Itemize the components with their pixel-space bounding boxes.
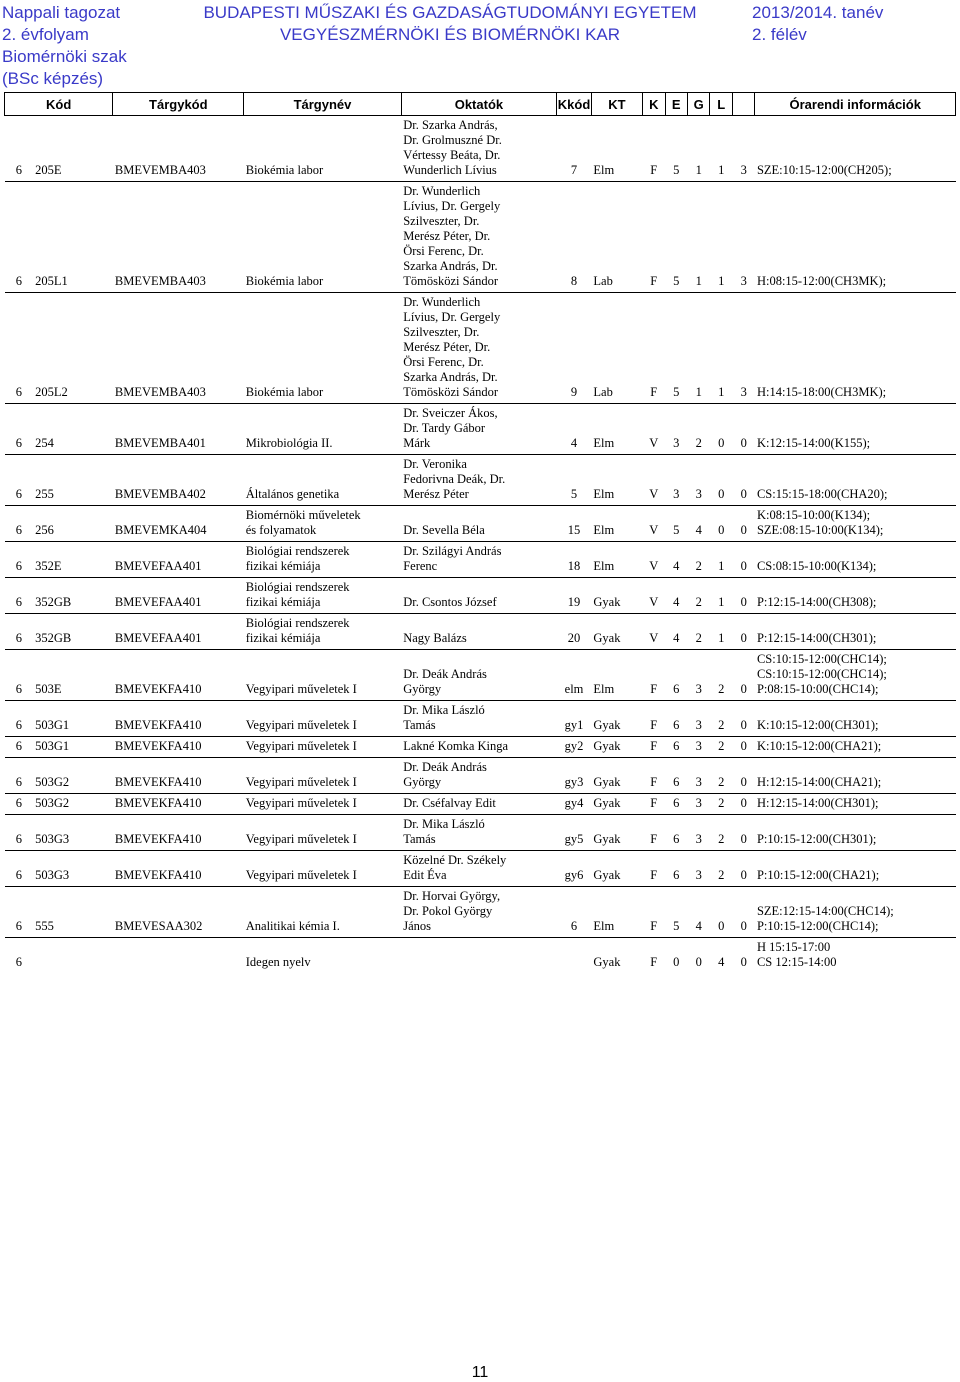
cell-nev: Vegyipari műveletek I bbox=[244, 794, 401, 815]
cell-kkod: gy1 bbox=[557, 701, 592, 737]
cell-e: 6 bbox=[665, 794, 687, 815]
cell-targykod: BMEVEMBA403 bbox=[113, 293, 244, 404]
cell-targykod: BMEVEFAA401 bbox=[113, 578, 244, 614]
cell-oktatok: Dr. Veronika Fedorivna Deák, Dr. Merész Péter bbox=[401, 455, 556, 506]
cell-k: F bbox=[643, 758, 665, 794]
table-row bbox=[5, 701, 956, 737]
cell-oktatok: Nagy Balázs bbox=[401, 614, 556, 650]
col-header: Kkód bbox=[557, 93, 592, 116]
cell-nev: Vegyipari műveletek I bbox=[244, 737, 401, 758]
col-header: Kód bbox=[5, 93, 113, 116]
cell-oktatok: Dr. Csontos József bbox=[401, 578, 556, 614]
header-left bbox=[2, 2, 127, 90]
cell-k: F bbox=[643, 851, 665, 887]
cell-kt: Gyak bbox=[593, 955, 621, 969]
cell-kt: Gyak bbox=[591, 758, 642, 794]
cell-e: 5 bbox=[665, 506, 687, 542]
cell-k: F bbox=[643, 293, 665, 404]
cell-oktatok: Dr. Sevella Béla bbox=[401, 506, 556, 542]
cell-kod: 6 bbox=[5, 455, 34, 506]
cell-info: CS:10:15-12:00(CHC14); CS:10:15-12:00(CHC14); P:08:15-10:00(CHC14); bbox=[755, 650, 956, 701]
cell-k: F bbox=[643, 737, 665, 758]
cell-kkod: 9 bbox=[557, 293, 592, 404]
cell-targykod bbox=[113, 938, 244, 974]
cell-k: F bbox=[650, 955, 658, 969]
cell-l2: 0 bbox=[732, 737, 754, 758]
cell-kkod: elm bbox=[557, 650, 592, 701]
header-line: (BSc képzés) bbox=[2, 69, 104, 88]
cell-k: F bbox=[643, 116, 665, 182]
cell-kt: Gyak bbox=[591, 815, 642, 851]
cell-k: F bbox=[643, 794, 665, 815]
university-name: BUDAPESTI MŰSZAKI ÉS GAZDASÁGTUDOMÁNYI EGYETEM bbox=[203, 3, 697, 22]
col-header: Tárgynév bbox=[244, 93, 401, 116]
cell-nev: Vegyipari műveletek I bbox=[244, 758, 401, 794]
cell-kod: 6 bbox=[5, 404, 34, 455]
cell-targykod: BMEVEFAA401 bbox=[113, 542, 244, 578]
cell-l2: 0 bbox=[732, 578, 754, 614]
cell-g: 3 bbox=[688, 758, 710, 794]
cell-info: K:10:15-12:00(CHA21); bbox=[755, 737, 956, 758]
cell-g: 0 bbox=[695, 955, 702, 969]
cell-kkod: 7 bbox=[557, 116, 592, 182]
semester: 2. félév bbox=[752, 25, 807, 44]
cell-kod: 6 bbox=[5, 614, 34, 650]
col-header: G bbox=[688, 93, 710, 116]
cell-g: 4 bbox=[688, 887, 710, 938]
cell-info: P:10:15-12:00(CH301); bbox=[755, 815, 956, 851]
cell-nev: Idegen nyelv bbox=[245, 955, 311, 969]
cell-kkod-left: 555 bbox=[33, 887, 113, 938]
cell-g: 4 bbox=[688, 506, 710, 542]
cell-kod: 6 bbox=[5, 815, 34, 851]
cell-nev: Vegyipari műveletek I bbox=[244, 851, 401, 887]
cell-kkod: 15 bbox=[557, 506, 592, 542]
table-row bbox=[5, 887, 956, 938]
cell-k: F bbox=[643, 701, 665, 737]
cell-g: 3 bbox=[688, 701, 710, 737]
cell-kt: Elm bbox=[591, 404, 642, 455]
cell-l2: 0 bbox=[740, 955, 747, 969]
cell-info: CS:15:15-18:00(CHA20); bbox=[755, 455, 956, 506]
cell-targykod: BMEVEMBA403 bbox=[113, 182, 244, 293]
cell-targykod: BMEVEMBA403 bbox=[113, 116, 244, 182]
cell-nev: Biológiai rendszerek fizikai kémiája bbox=[244, 614, 401, 650]
header-university bbox=[190, 2, 710, 46]
cell-oktatok: Dr. Wunderlich Lívius, Dr. Gergely Szilveszter, Dr. Merész Péter, Dr. Örsi Ferenc, Dr. Szarka András, Dr. Tömösközi Sándor bbox=[401, 293, 556, 404]
cell-nev: Biológiai rendszerek fizikai kémiája bbox=[244, 578, 401, 614]
cell-oktatok: Dr. Horvai György, Dr. Pokol György János bbox=[401, 887, 556, 938]
cell-l2: 0 bbox=[732, 794, 754, 815]
cell-e: 0 bbox=[673, 955, 680, 969]
table-row bbox=[5, 815, 956, 851]
cell-info: H:08:15-12:00(CH3MK); bbox=[755, 182, 956, 293]
cell-nev: Biológiai rendszerek fizikai kémiája bbox=[244, 542, 401, 578]
cell-kt: Gyak bbox=[591, 737, 642, 758]
cell-kt: Lab bbox=[591, 293, 642, 404]
cell-l: 1 bbox=[710, 578, 732, 614]
col-header: Órarendi információk bbox=[755, 93, 956, 116]
cell-kkod: 20 bbox=[557, 614, 592, 650]
cell-kt: Lab bbox=[591, 182, 642, 293]
table-row bbox=[5, 614, 956, 650]
cell-kt: Elm bbox=[591, 455, 642, 506]
cell-e: 4 bbox=[665, 578, 687, 614]
cell-e: 6 bbox=[665, 737, 687, 758]
cell-info: SZE:10:15-12:00(CH205); bbox=[755, 116, 956, 182]
cell-info: K:10:15-12:00(CH301); bbox=[755, 701, 956, 737]
cell-oktatok bbox=[401, 938, 556, 974]
cell-kod: 6 bbox=[5, 701, 34, 737]
cell-l: 2 bbox=[710, 701, 732, 737]
cell-oktatok: Dr. Mika László Tamás bbox=[401, 701, 556, 737]
cell-k: V bbox=[643, 506, 665, 542]
cell-g: 3 bbox=[688, 455, 710, 506]
cell-kt: Elm bbox=[591, 887, 642, 938]
cell-g: 3 bbox=[688, 851, 710, 887]
cell-g: 3 bbox=[688, 650, 710, 701]
cell-l2: 0 bbox=[732, 542, 754, 578]
cell-l: 1 bbox=[710, 293, 732, 404]
col-header bbox=[732, 93, 754, 116]
cell-e: 6 bbox=[665, 758, 687, 794]
cell-k: V bbox=[643, 455, 665, 506]
cell-kkod-left: 503G1 bbox=[33, 701, 113, 737]
cell-info: H:12:15-14:00(CHA21); bbox=[755, 758, 956, 794]
cell-kkod-left: 255 bbox=[33, 455, 113, 506]
cell-g: 2 bbox=[688, 404, 710, 455]
cell-kkod: gy3 bbox=[557, 758, 592, 794]
cell-l: 1 bbox=[710, 614, 732, 650]
cell-targykod: BMEVEMBA401 bbox=[113, 404, 244, 455]
cell-l: 0 bbox=[710, 455, 732, 506]
cell-e: 3 bbox=[665, 404, 687, 455]
cell-oktatok: Dr. Szilágyi András Ferenc bbox=[401, 542, 556, 578]
table-row bbox=[5, 455, 956, 506]
cell-kkod-left: 254 bbox=[33, 404, 113, 455]
cell-kkod-left: 503G3 bbox=[33, 851, 113, 887]
cell-targykod: BMEVEKFA410 bbox=[113, 737, 244, 758]
cell-kkod: gy2 bbox=[557, 737, 592, 758]
cell-kt: Elm bbox=[591, 542, 642, 578]
table-row bbox=[5, 758, 956, 794]
table-row bbox=[5, 578, 956, 614]
cell-kod: 6 bbox=[5, 506, 34, 542]
cell-l: 2 bbox=[710, 851, 732, 887]
cell-kkod: gy5 bbox=[557, 815, 592, 851]
cell-l2: 0 bbox=[732, 404, 754, 455]
cell-kkod: gy6 bbox=[557, 851, 592, 887]
table-row bbox=[5, 506, 956, 542]
cell-e: 5 bbox=[665, 293, 687, 404]
cell-l: 2 bbox=[710, 815, 732, 851]
cell-l: 0 bbox=[710, 887, 732, 938]
table-row bbox=[5, 293, 956, 404]
cell-kkod: 18 bbox=[557, 542, 592, 578]
cell-targykod: BMEVEFAA401 bbox=[113, 614, 244, 650]
cell-kkod-left: 352GB bbox=[33, 578, 113, 614]
cell-oktatok: Dr. Cséfalvay Edit bbox=[401, 794, 556, 815]
cell-kkod: 5 bbox=[557, 455, 592, 506]
cell-k: F bbox=[643, 815, 665, 851]
cell-info: CS:08:15-10:00(K134); bbox=[755, 542, 956, 578]
cell-kod: 6 bbox=[5, 650, 34, 701]
cell-nev: Általános genetika bbox=[244, 455, 401, 506]
cell-l2: 0 bbox=[732, 506, 754, 542]
cell-k: V bbox=[643, 542, 665, 578]
cell-kt: Gyak bbox=[591, 614, 642, 650]
cell-kod: 6 bbox=[15, 955, 22, 969]
col-header: Oktatók bbox=[401, 93, 556, 116]
cell-oktatok: Dr. Szarka András, Dr. Grolmuszné Dr. Vértessy Beáta, Dr. Wunderlich Lívius bbox=[401, 116, 556, 182]
header-line: 2. évfolyam bbox=[2, 25, 89, 44]
cell-kod: 6 bbox=[5, 758, 34, 794]
cell-l2: 0 bbox=[732, 455, 754, 506]
cell-g: 2 bbox=[688, 542, 710, 578]
cell-kkod-left: 205L1 bbox=[33, 182, 113, 293]
cell-info: P:12:15-14:00(CH301); bbox=[755, 614, 956, 650]
cell-l2: 3 bbox=[732, 182, 754, 293]
cell-kkod: 6 bbox=[557, 887, 592, 938]
cell-l: 1 bbox=[710, 182, 732, 293]
cell-l: 2 bbox=[710, 650, 732, 701]
cell-nev: Biokémia labor bbox=[244, 182, 401, 293]
col-header: Tárgykód bbox=[113, 93, 244, 116]
cell-kt: Gyak bbox=[591, 578, 642, 614]
cell-kt: Gyak bbox=[591, 701, 642, 737]
cell-nev: Biokémia labor bbox=[244, 293, 401, 404]
cell-kod: 6 bbox=[5, 116, 34, 182]
table-row bbox=[5, 938, 956, 974]
cell-nev: Analitikai kémia I. bbox=[244, 887, 401, 938]
cell-targykod: BMEVEKFA410 bbox=[113, 794, 244, 815]
cell-l2: 0 bbox=[732, 614, 754, 650]
table-row bbox=[5, 851, 956, 887]
cell-kkod-left: 352GB bbox=[33, 614, 113, 650]
cell-kkod: gy4 bbox=[557, 794, 592, 815]
cell-nev: Biomérnöki műveletek és folyamatok bbox=[244, 506, 401, 542]
table-row bbox=[5, 404, 956, 455]
cell-kt: Gyak bbox=[591, 851, 642, 887]
cell-k: V bbox=[643, 578, 665, 614]
table-row bbox=[5, 794, 956, 815]
col-header: KT bbox=[591, 93, 642, 116]
table-row bbox=[5, 650, 956, 701]
cell-nev: Vegyipari műveletek I bbox=[244, 815, 401, 851]
cell-e: 6 bbox=[665, 701, 687, 737]
cell-nev: Biokémia labor bbox=[244, 116, 401, 182]
cell-k: F bbox=[643, 887, 665, 938]
cell-kt: Elm bbox=[591, 650, 642, 701]
cell-k: F bbox=[643, 650, 665, 701]
cell-targykod: BMEVEKFA410 bbox=[113, 701, 244, 737]
cell-kkod-left: 352E bbox=[33, 542, 113, 578]
cell-e: 5 bbox=[665, 887, 687, 938]
cell-nev: Vegyipari műveletek I bbox=[244, 650, 401, 701]
cell-l2: 3 bbox=[732, 293, 754, 404]
cell-kkod-left: 205L2 bbox=[33, 293, 113, 404]
faculty-name: VEGYÉSZMÉRNÖKI ÉS BIOMÉRNÖKI KAR bbox=[279, 25, 621, 44]
col-header: E bbox=[665, 93, 687, 116]
cell-kod: 6 bbox=[5, 182, 34, 293]
course-table bbox=[4, 92, 956, 973]
cell-e: 3 bbox=[665, 455, 687, 506]
cell-e: 6 bbox=[665, 815, 687, 851]
cell-l2: 0 bbox=[732, 650, 754, 701]
cell-l: 1 bbox=[710, 116, 732, 182]
cell-l: 1 bbox=[710, 542, 732, 578]
cell-l: 0 bbox=[710, 506, 732, 542]
cell-kod: 6 bbox=[5, 851, 34, 887]
col-header: K bbox=[643, 93, 665, 116]
cell-info: SZE:12:15-14:00(CHC14); P:10:15-12:00(CHC14); bbox=[755, 887, 956, 938]
table-row bbox=[5, 737, 956, 758]
cell-kod: 6 bbox=[5, 542, 34, 578]
cell-kkod-left bbox=[33, 938, 113, 974]
cell-g: 2 bbox=[688, 578, 710, 614]
col-header: L bbox=[710, 93, 732, 116]
cell-g: 1 bbox=[688, 116, 710, 182]
cell-oktatok: Lakné Komka Kinga bbox=[401, 737, 556, 758]
cell-e: 6 bbox=[665, 851, 687, 887]
cell-e: 4 bbox=[665, 614, 687, 650]
cell-l: 0 bbox=[710, 404, 732, 455]
cell-oktatok: Dr. Deák András György bbox=[401, 758, 556, 794]
cell-e: 4 bbox=[665, 542, 687, 578]
cell-kod: 6 bbox=[5, 794, 34, 815]
cell-kkod-left: 503E bbox=[33, 650, 113, 701]
academic-year: 2013/2014. tanév bbox=[752, 3, 884, 22]
cell-k: V bbox=[643, 614, 665, 650]
table-header-row bbox=[5, 93, 956, 116]
cell-g: 3 bbox=[688, 794, 710, 815]
cell-kkod-left: 503G3 bbox=[33, 815, 113, 851]
cell-g: 1 bbox=[688, 293, 710, 404]
page-number: 11 bbox=[471, 1364, 489, 1381]
cell-targykod: BMEVEKFA410 bbox=[113, 815, 244, 851]
cell-kt: Elm bbox=[591, 116, 642, 182]
cell-info: P:12:15-14:00(CH308); bbox=[755, 578, 956, 614]
cell-kkod-left: 205E bbox=[33, 116, 113, 182]
cell-g: 3 bbox=[688, 815, 710, 851]
cell-kod: 6 bbox=[5, 737, 34, 758]
cell-kkod-left: 503G2 bbox=[33, 758, 113, 794]
cell-l2: 0 bbox=[732, 815, 754, 851]
cell-g: 1 bbox=[688, 182, 710, 293]
cell-oktatok: Közelné Dr. Székely Edit Éva bbox=[401, 851, 556, 887]
cell-targykod: BMEVESAA302 bbox=[113, 887, 244, 938]
cell-oktatok: Dr. Sveiczer Ákos, Dr. Tardy Gábor Márk bbox=[401, 404, 556, 455]
cell-k: F bbox=[643, 182, 665, 293]
cell-g: 3 bbox=[688, 737, 710, 758]
cell-kkod: 8 bbox=[557, 182, 592, 293]
cell-nev: Mikrobiológia II. bbox=[244, 404, 401, 455]
cell-targykod: BMEVEKFA410 bbox=[113, 851, 244, 887]
cell-kod: 6 bbox=[5, 293, 34, 404]
cell-oktatok: Dr. Wunderlich Lívius, Dr. Gergely Szilveszter, Dr. Merész Péter, Dr. Örsi Ferenc, Dr. Szarka András, Dr. Tömösközi Sándor bbox=[401, 182, 556, 293]
cell-kkod-left: 503G1 bbox=[33, 737, 113, 758]
cell-nev: Vegyipari műveletek I bbox=[244, 701, 401, 737]
cell-kkod-left: 256 bbox=[33, 506, 113, 542]
cell-kkod bbox=[557, 938, 592, 974]
cell-oktatok: Dr. Mika László Tamás bbox=[401, 815, 556, 851]
cell-kt: Elm bbox=[591, 506, 642, 542]
table-row bbox=[5, 116, 956, 182]
table-body bbox=[5, 116, 956, 974]
cell-targykod: BMEVEKFA410 bbox=[113, 758, 244, 794]
cell-l: 2 bbox=[710, 737, 732, 758]
cell-l2: 0 bbox=[732, 758, 754, 794]
cell-kt: Gyak bbox=[591, 794, 642, 815]
cell-l: 2 bbox=[710, 758, 732, 794]
cell-kod: 6 bbox=[5, 887, 34, 938]
header-right bbox=[752, 2, 883, 46]
cell-info: H 15:15-17:00 CS 12:15-14:00 bbox=[756, 940, 837, 969]
cell-l: 4 bbox=[718, 955, 725, 969]
cell-targykod: BMEVEMBA402 bbox=[113, 455, 244, 506]
cell-kkod-left: 503G2 bbox=[33, 794, 113, 815]
cell-l2: 0 bbox=[732, 701, 754, 737]
header-line: Biomérnöki szak bbox=[2, 47, 127, 66]
cell-oktatok: Dr. Deák András György bbox=[401, 650, 556, 701]
cell-kkod: 19 bbox=[557, 578, 592, 614]
header-line: Nappali tagozat bbox=[2, 3, 121, 22]
cell-e: 5 bbox=[665, 116, 687, 182]
cell-l: 2 bbox=[710, 794, 732, 815]
cell-l2: 3 bbox=[732, 116, 754, 182]
cell-e: 5 bbox=[665, 182, 687, 293]
cell-targykod: BMEVEMKA404 bbox=[113, 506, 244, 542]
cell-info: H:12:15-14:00(CH301); bbox=[755, 794, 956, 815]
cell-k: V bbox=[643, 404, 665, 455]
cell-info: H:14:15-18:00(CH3MK); bbox=[755, 293, 956, 404]
cell-info: P:10:15-12:00(CHA21); bbox=[755, 851, 956, 887]
table-row bbox=[5, 542, 956, 578]
cell-l2: 0 bbox=[732, 851, 754, 887]
cell-kkod: 4 bbox=[557, 404, 592, 455]
cell-info: K:08:15-10:00(K134); SZE:08:15-10:00(K134); bbox=[755, 506, 956, 542]
cell-l2: 0 bbox=[732, 887, 754, 938]
cell-e: 6 bbox=[665, 650, 687, 701]
cell-targykod: BMEVEKFA410 bbox=[113, 650, 244, 701]
table-row bbox=[5, 182, 956, 293]
cell-kod: 6 bbox=[5, 578, 34, 614]
cell-g: 2 bbox=[688, 614, 710, 650]
cell-info: K:12:15-14:00(K155); bbox=[755, 404, 956, 455]
